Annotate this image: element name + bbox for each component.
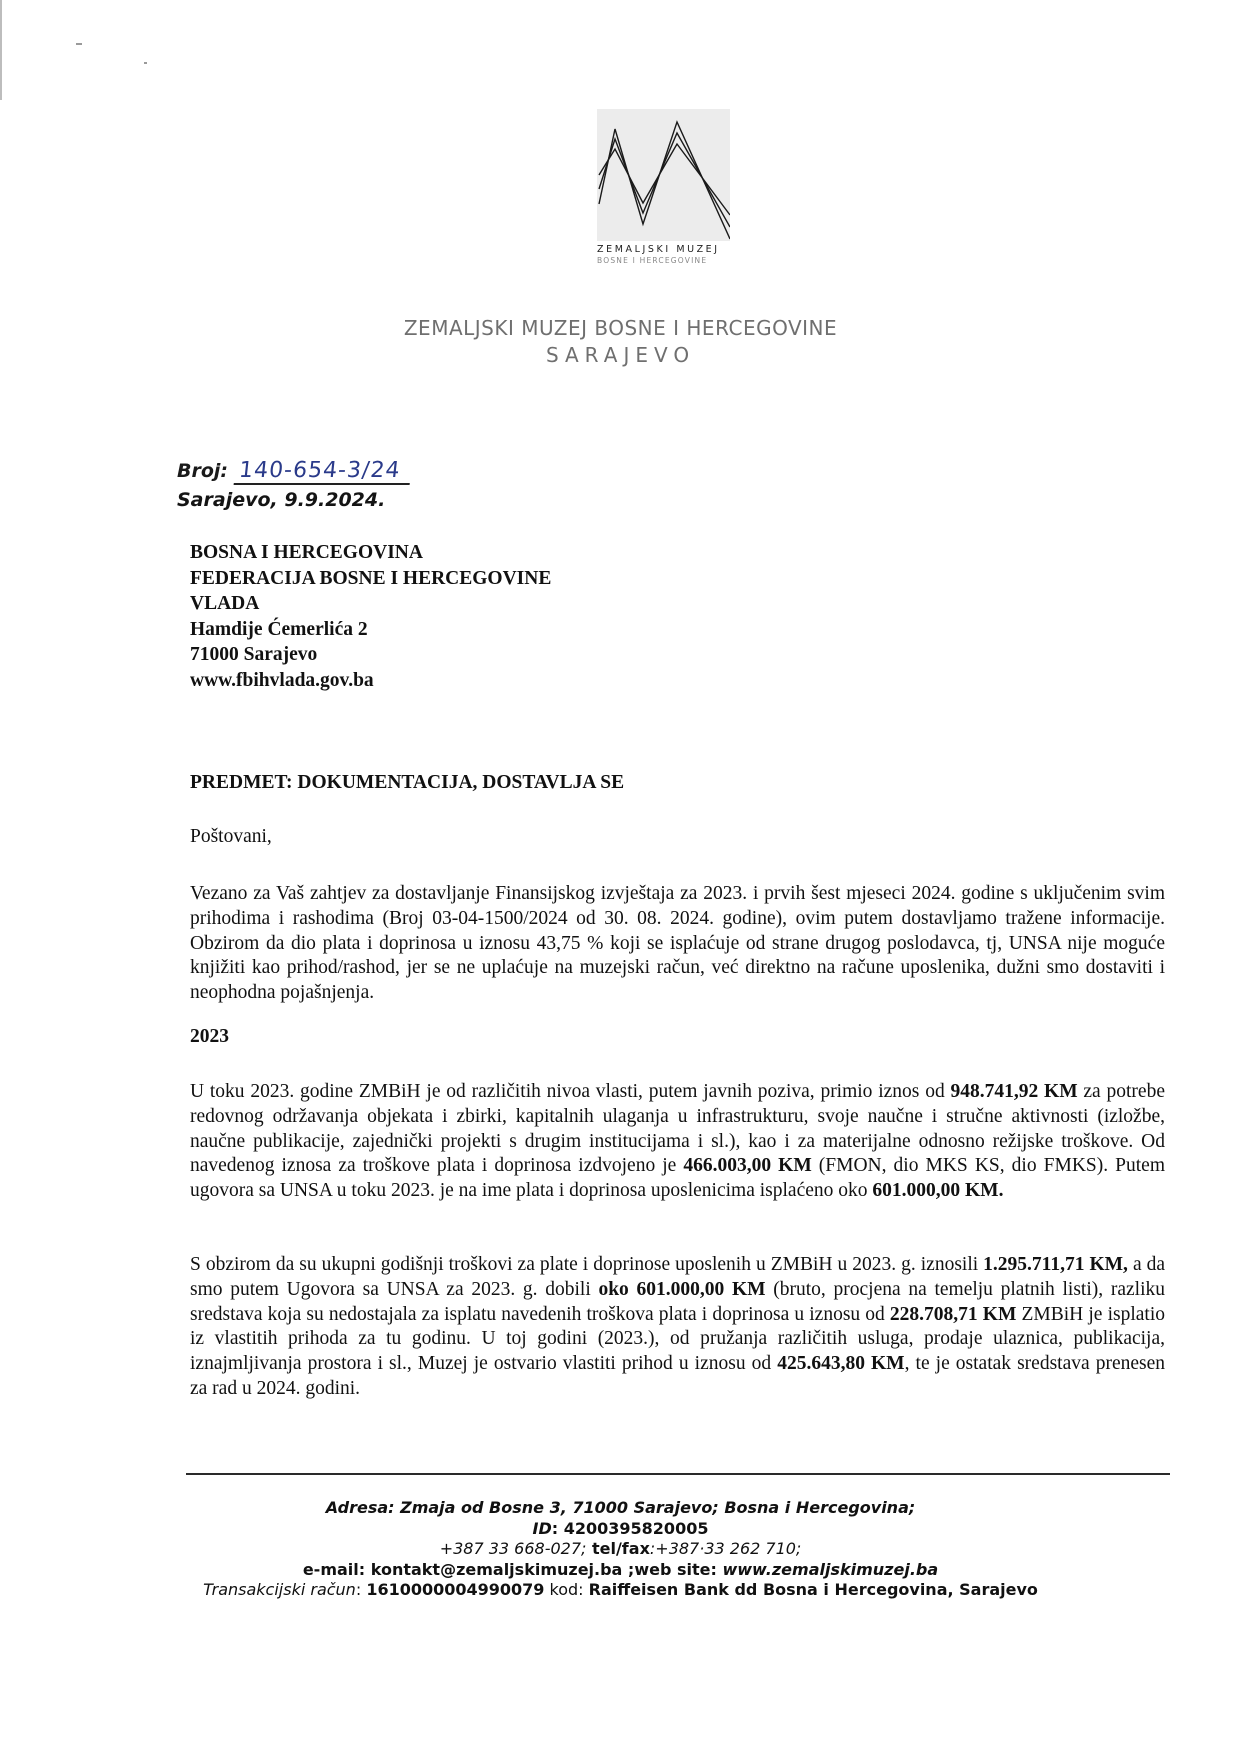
intro-paragraph: Vezano za Vaš zahtjev za dostavljanje Finansijskog izvještaja za 2023. i prvih šest mjeseci 2024. godine s uključenim svim prihodima i rashodima (Broj 03-04-1500/2024 od 30. 08. 2024. godine), ovim putem dostavljamo tražene informacije. Obzirom da dio plata i doprinosa u iznosu 43,75 % koji se isplaćuje od strane drugog poslodavca, tj, UNSA nije moguće knjižiti kao prihod/rashod, jer se ne uplaćuje na muzejski račun, već direktno na račune uposlenika, dužni smo dostaviti i neophodna pojašnjenja. — [190, 883, 1165, 1004]
scan-edge-mark — [0, 0, 2, 100]
text-run: U toku 2023. godine ZMBiH je od različitih nivoa vlasti, putem javnih poziva, primio iznos od — [190, 1081, 951, 1102]
institution-city: SARAJEVO — [545, 343, 696, 367]
amount-salaries: 466.003,00 KM — [683, 1155, 812, 1177]
footer-email-label: e-mail: — [302, 1559, 371, 1579]
paragraph-2023-funding — [190, 1080, 1165, 1204]
footer-bank-label: kod: — [544, 1580, 589, 1599]
footer-telfax-label: tel/fax — [586, 1539, 650, 1558]
recipient-line: 71000 Sarajevo — [190, 644, 318, 665]
institution-name: ZEMALJSKI MUZEJ BOSNE I HERCEGOVINE — [403, 316, 838, 340]
recipient-line: FEDERACIJA BOSNE I HERCEGOVINE — [190, 567, 552, 589]
footer-web-label: ;web site: — [622, 1559, 723, 1579]
text-run: a da smo putem Ugovora sa UNSA za 2023. g. dobili — [190, 1254, 1166, 1300]
footer-phone — [0, 1539, 1241, 1560]
place-and-date: Sarajevo, 9.9.2024. — [177, 489, 386, 511]
footer-contact-block — [0, 1498, 1241, 1601]
subject-line: PREDMET: DOKUMENTACIJA, DOSTAVLJA SE — [190, 772, 625, 793]
footer-id-value: : 4200395820005 — [551, 1518, 709, 1538]
recipient-line: Hamdije Ćemerlića 2 — [190, 618, 368, 640]
scan-speck — [144, 62, 147, 64]
footer-bank-name: Raiffeisen Bank dd Bosna i Hercegovina, Sarajevo — [588, 1580, 1038, 1599]
footer-telfax-value: :+387·33 262 710; — [649, 1539, 802, 1558]
text-run: S obzirom da su ukupni godišnji troškovi za plate i doprinose uposlenih u ZMBiH u 2023. g. iznosili — [190, 1254, 984, 1275]
amount-unsa-gross: oko 601.000,00 KM — [598, 1278, 766, 1300]
text-run: (FMON, dio MKS KS, dio FMKS). Putem ugovora sa UNSA u toku 2023. je na ime plata i doprinosa uposlenicima isplaćeno oko — [190, 1155, 1165, 1202]
amount-received: 948.741,92 KM — [950, 1081, 1078, 1102]
reference-number — [177, 458, 411, 485]
recipient-website: www.fbihvlada.gov.ba — [190, 669, 374, 691]
footer-phone-value: +387 33 668-027; — [439, 1539, 587, 1558]
amount-unsa: 601.000,00 KM. — [872, 1180, 1004, 1202]
footer-account-label: Transakcijski račun — [203, 1580, 356, 1599]
footer-email-web — [0, 1560, 1241, 1581]
footer-address: Adresa: Zmaja od Bosne 3, 71000 Sarajevo; Bosna i Hercegovina; — [325, 1498, 916, 1517]
logo-text-line1: ZEMALJSKI MUZEJ — [597, 244, 720, 255]
scan-speck — [76, 43, 82, 45]
paragraph-2023-costs — [190, 1253, 1165, 1402]
footer-account-number: 1610000004990079 — [366, 1580, 545, 1599]
footer-id — [0, 1519, 1241, 1540]
section-heading-2023: 2023 — [190, 1026, 229, 1047]
footer-web-link[interactable]: www.zemaljskimuzej.ba — [722, 1559, 939, 1579]
recipient-address-block — [190, 540, 551, 693]
greeting: Poštovani, — [190, 826, 272, 847]
footer-email-link[interactable]: kontakt@zemaljskimuzej.ba — [370, 1559, 623, 1579]
museum-logo — [597, 109, 732, 265]
amount-difference: 228.708,71 KM — [889, 1303, 1017, 1325]
recipient-line: VLADA — [190, 593, 260, 614]
reference-number-handwritten: 140-654-3/24 — [233, 458, 412, 485]
footer-id-label: ID — [532, 1518, 552, 1538]
logo-m-mark-icon — [597, 109, 730, 241]
footer-bank-account — [0, 1580, 1241, 1601]
text-run: , te je ostatak sredstava prenesen za rad u 2024. godini. — [190, 1353, 1165, 1399]
footer-divider — [186, 1473, 1170, 1475]
text-run: ZMBiH je isplatio iz vlastitih prihoda za tu godinu. U toj godini (2023.), od pružanja različitih usluga, prodaje ulaznica, publikacija, iznajmljivanja prostora i sl., Muzej je ostvario vlastiti prihod u iznosu od — [190, 1303, 1165, 1375]
amount-total-costs: 1.295.711,71 KM, — [983, 1254, 1128, 1275]
text-run: za potrebe redovnog održavanja objekata i zbirki, kapitalnih ulaganja u infrastrukturu, svoje naučne i stručne aktivnosti (izložbe, naučne publikacije, zajednički projekti s drugim institucijama i sl.), kao i za materijalne odnosno režijske troškove. Od navedenog iznosa za troškove plata i doprinosa izdvojeno je — [190, 1081, 1165, 1177]
recipient-line: BOSNA I HERCEGOVINA — [190, 542, 423, 563]
reference-number-label: Broj: — [177, 460, 229, 482]
text-run: (bruto, procjena na temelju platnih listi), razliku sredstava koja su nedostajala za isplatu navedenih troškova plata i doprinosa u iznosu od — [190, 1278, 1165, 1325]
footer-account-sep: : — [355, 1580, 367, 1599]
logo-text-line2: BOSNE I HERCEGOVINE — [597, 256, 708, 265]
amount-own-revenue: 425.643,80 KM — [777, 1353, 905, 1375]
